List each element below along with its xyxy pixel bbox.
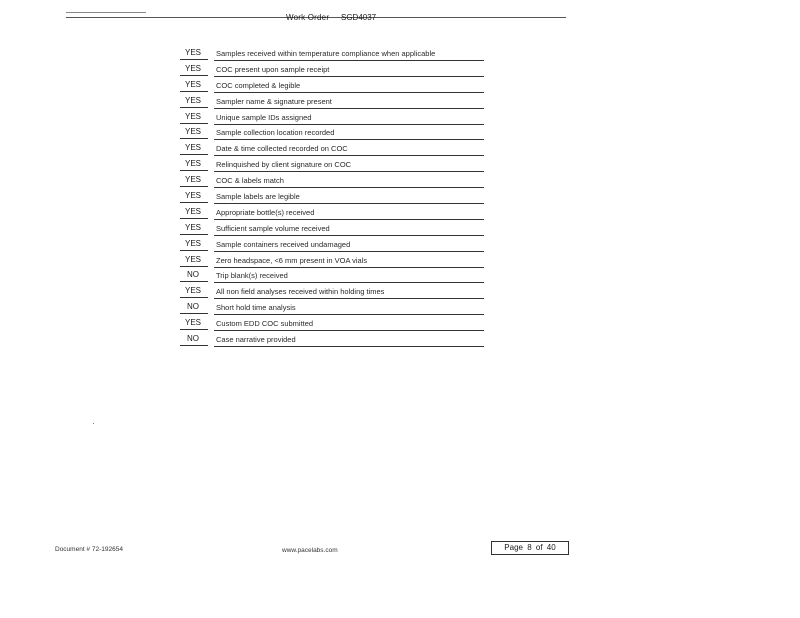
work-order-label: Work Order (286, 13, 330, 22)
checklist-status: YES (184, 63, 201, 73)
item-underline (214, 219, 484, 220)
checklist-status: YES (184, 127, 201, 137)
checklist-status: NO (187, 302, 199, 312)
status-underline (180, 329, 208, 330)
checklist-row (178, 237, 486, 253)
checklist-status: NO (187, 270, 199, 280)
checklist-row (178, 110, 486, 126)
checklist-item: Unique sample IDs assigned (216, 112, 312, 122)
status-underline (180, 313, 208, 314)
status-underline (180, 91, 208, 92)
checklist-status: YES (184, 95, 201, 105)
checklist-item: Date & time collected recorded on COC (216, 144, 348, 154)
checklist-status: YES (184, 143, 201, 153)
item-underline (214, 187, 484, 188)
item-underline (214, 155, 484, 156)
item-underline (214, 314, 484, 315)
item-underline (214, 346, 484, 347)
checklist-item: Appropriate bottle(s) received (216, 207, 315, 217)
checklist-item: Custom EDD COC submitted (216, 319, 314, 329)
checklist-row (178, 284, 486, 300)
checklist-status: YES (184, 286, 201, 296)
status-underline (180, 281, 208, 282)
checklist-item: Sampler name & signature present (216, 96, 332, 106)
status-underline (180, 154, 208, 155)
item-underline (214, 330, 484, 331)
checklist-status: YES (184, 254, 201, 264)
checklist-status: YES (184, 222, 201, 232)
checklist-item: Case narrative provided (216, 335, 296, 345)
status-underline (180, 123, 208, 124)
checklist-status: NO (187, 334, 199, 344)
status-underline (180, 75, 208, 76)
checklist-item: COC & labels match (216, 176, 284, 186)
checklist-status: YES (184, 238, 201, 248)
item-underline (214, 108, 484, 109)
status-underline (180, 107, 208, 108)
checklist-row (178, 78, 486, 94)
status-underline (180, 234, 208, 235)
checklist-row (178, 157, 486, 173)
item-underline (214, 139, 484, 140)
item-underline (214, 60, 484, 61)
checklist-item: Sufficient sample volume received (216, 223, 330, 233)
checklist-item: Zero headspace, <6 mm present in VOA vials (216, 255, 368, 265)
status-underline (180, 186, 208, 187)
status-underline (180, 266, 208, 267)
checklist-item: Sample collection location recorded (216, 128, 335, 138)
checklist-item: Trip blank(s) received (216, 271, 288, 281)
checklist-row (178, 268, 486, 284)
checklist-item: All non field analyses received within holding times (216, 287, 385, 297)
item-underline (214, 171, 484, 172)
page-of: of (535, 543, 543, 552)
item-underline (214, 282, 484, 283)
checklist-row (178, 94, 486, 110)
checklist-row (178, 46, 486, 62)
item-underline (214, 251, 484, 252)
checklist-row (178, 221, 486, 237)
checklist-row (178, 316, 486, 332)
checklist-row (178, 332, 486, 348)
status-underline (180, 202, 208, 203)
item-underline (214, 92, 484, 93)
checklist-status: YES (184, 191, 201, 201)
work-order-id: SGD4037 (341, 13, 377, 22)
checklist-status: YES (184, 318, 201, 328)
item-underline (214, 76, 484, 77)
document-number: Document # 72-192654 (55, 546, 123, 553)
checklist-item: Short hold time analysis (216, 303, 296, 313)
sample-receipt-checklist (178, 46, 486, 348)
checklist-item: Relinquished by client signature on COC (216, 160, 352, 170)
page-number: 8 (527, 543, 532, 552)
checklist-row (178, 205, 486, 221)
scan-speck (93, 423, 94, 424)
website-url: www.pacelabs.com (282, 547, 338, 554)
item-underline (214, 298, 484, 299)
checklist-row (178, 189, 486, 205)
item-underline (214, 124, 484, 125)
page-total: 40 (546, 543, 556, 552)
header-rule-short (66, 12, 146, 13)
checklist-item: Sample labels are legible (216, 192, 300, 202)
status-underline (180, 170, 208, 171)
checklist-row (178, 62, 486, 78)
status-underline (180, 250, 208, 251)
status-underline (180, 59, 208, 60)
checklist-row (178, 125, 486, 141)
status-underline (180, 138, 208, 139)
checklist-status: YES (184, 175, 201, 185)
checklist-item: Sample containers received undamaged (216, 239, 351, 249)
status-underline (180, 218, 208, 219)
checklist-row (178, 141, 486, 157)
checklist-item: COC present upon sample receipt (216, 64, 330, 74)
checklist-status: YES (184, 111, 201, 121)
checklist-status: YES (184, 48, 201, 57)
page-indicator (491, 541, 569, 555)
status-underline (180, 345, 208, 346)
checklist-status: YES (184, 206, 201, 216)
item-underline (214, 267, 484, 268)
checklist-item: COC completed & legible (216, 80, 301, 90)
item-underline (214, 203, 484, 204)
checklist-row (178, 173, 486, 189)
checklist-row (178, 253, 486, 269)
checklist-status: YES (184, 159, 201, 169)
checklist-item: Samples received within temperature compliance when applicable (216, 49, 436, 58)
page-label: Page (504, 543, 523, 552)
item-underline (214, 235, 484, 236)
status-underline (180, 297, 208, 298)
checklist-row (178, 300, 486, 316)
checklist-status: YES (184, 79, 201, 89)
